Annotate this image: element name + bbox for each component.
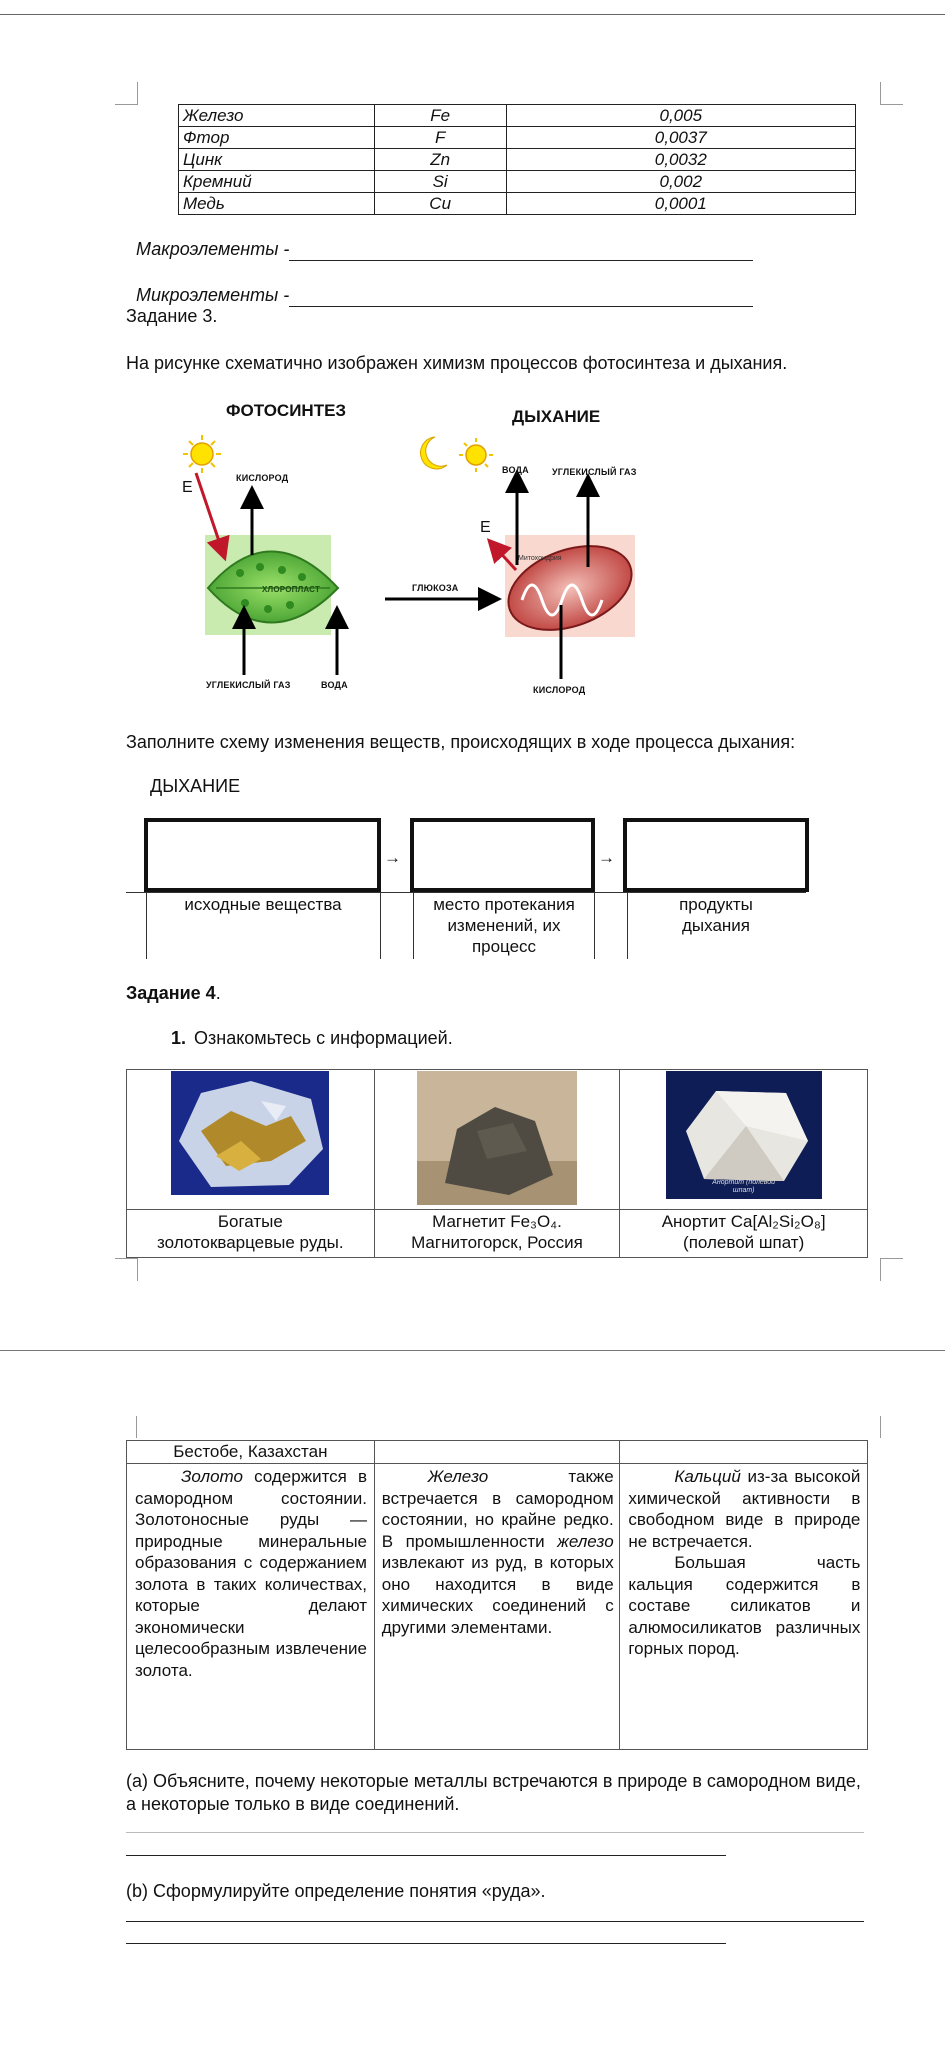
page-top-edge <box>0 14 945 15</box>
macro-label: Макроэлементы - <box>136 239 290 259</box>
element-name: Железо <box>179 105 375 127</box>
scheme-baseline <box>126 892 806 893</box>
sun-icon <box>459 438 493 472</box>
elements-table <box>178 104 856 215</box>
micro-label: Микроэлементы - <box>136 285 290 305</box>
answer-line-a[interactable] <box>126 1832 864 1833</box>
task4-item: 1. Ознакомьтесь с информацией. <box>171 1028 453 1048</box>
micro-answer-blank[interactable] <box>289 288 753 307</box>
oxygen-in-label: КИСЛОРОД <box>533 685 586 695</box>
element-symbol: Si <box>374 171 506 193</box>
mineral-caption-cell: Магнетит Fe₃O₄. Магнитогорск, Россия <box>374 1210 620 1258</box>
mineral-caption-cell: Анортит Ca[Al₂Si₂O₈] (полевой шпат) <box>620 1210 868 1258</box>
photosynthesis-title: ФОТОСИНТЕЗ <box>226 401 347 420</box>
empty-cell <box>374 1441 620 1464</box>
element-name: Кремний <box>179 171 375 193</box>
arrow-icon: → <box>598 848 615 867</box>
table-row <box>179 105 856 127</box>
anorthite-photo-caption: Анортит (полевой шпат) <box>712 1179 776 1194</box>
element-value: 0,0032 <box>506 149 855 171</box>
macro-answer-blank[interactable] <box>289 242 753 261</box>
task3-intro: На рисунке схематично изображен химизм процессов фотосинтеза и дыхания. <box>126 353 788 373</box>
anorthite-image <box>666 1071 822 1199</box>
element-symbol: Cu <box>374 193 506 215</box>
energy-label: E <box>182 479 193 496</box>
caption-products: продукты дыхания <box>679 895 753 935</box>
mineral-photo-cell <box>127 1070 375 1210</box>
moon-icon <box>420 437 447 469</box>
caption-process-location: место протекания изменений, их процесс <box>433 895 575 956</box>
iron-description-cell <box>374 1464 620 1750</box>
glucose-label: ГЛЮКОЗА <box>412 583 459 593</box>
divider <box>627 893 628 959</box>
table-row <box>179 193 856 215</box>
respiration-products-box[interactable] <box>623 818 809 892</box>
minerals-table <box>126 1069 868 1258</box>
element-symbol: F <box>374 127 506 149</box>
calcium-description-cell <box>620 1464 868 1750</box>
respiration-title: ДЫХАНИЕ <box>512 407 601 426</box>
table-row <box>179 149 856 171</box>
micro-line <box>136 284 753 307</box>
question-a: (a) Объясните, почему некоторые металлы встречаются в природе в самородном виде, а некоторые только в виде соединений. <box>126 1771 861 1814</box>
chloroplast-label: ХЛОРОПЛАСТ <box>262 585 321 594</box>
element-name: Медь <box>179 193 375 215</box>
empty-cell <box>620 1441 868 1464</box>
table-row <box>127 1070 868 1210</box>
caption-input-substances: исходные вещества <box>184 895 342 914</box>
table-row <box>127 1464 868 1750</box>
element-name: Фтор <box>179 127 375 149</box>
margin-corner <box>880 1416 881 1438</box>
mineral-caption-cell: Богатые золотокварцевые руды. <box>127 1210 375 1258</box>
table-row <box>179 171 856 193</box>
mineral-photo-cell <box>620 1070 868 1210</box>
margin-corner <box>880 82 903 105</box>
divider <box>594 893 595 959</box>
arrow-icon: → <box>384 848 401 867</box>
divider <box>413 893 414 959</box>
location-cell: Бестобе, Казахстан <box>127 1441 375 1464</box>
element-name: Цинк <box>179 149 375 171</box>
gold-description-cell <box>127 1464 375 1750</box>
table-row <box>127 1210 868 1258</box>
iron-description: Железо также встречается в самородном состоянии, но крайне редко. В промышленности железо извлекают из руд, в которых оно находится в виде химических соединений с другими элементами. <box>381 1467 614 1637</box>
table-row <box>179 127 856 149</box>
element-value: 0,005 <box>506 105 855 127</box>
margin-corner <box>880 1258 903 1281</box>
co2-in-label: УГЛЕКИСЛЫЙ ГАЗ <box>206 680 291 690</box>
divider <box>380 893 381 959</box>
task4-heading: Задание 4. <box>126 983 221 1003</box>
task3-heading: Задание 3. <box>126 306 218 326</box>
process-location-box[interactable] <box>410 818 595 892</box>
answer-line-a[interactable] <box>126 1855 726 1856</box>
margin-corner <box>136 1416 137 1438</box>
magnetite-image <box>417 1071 577 1205</box>
co2-out-label: УГЛЕКИСЛЫЙ ГАЗ <box>552 467 637 477</box>
water-in-label: ВОДА <box>321 680 348 690</box>
fill-instruction: Заполните схему изменения веществ, происходящих в ходе процесса дыхания: <box>126 732 796 752</box>
element-value: 0,0001 <box>506 193 855 215</box>
oxygen-out-label: КИСЛОРОД <box>236 473 289 483</box>
element-symbol: Fe <box>374 105 506 127</box>
sun-icon <box>183 435 221 473</box>
mitochondria-label: Митохондрия <box>518 555 562 562</box>
mineral-photo-cell <box>374 1070 620 1210</box>
gold-description: Золото содержится в самородном состоянии. Золотоносные руды — природные минеральные образования с содержанием золота в таких количествах, которые делают экономически целесообразным извлечение золота. <box>135 1467 367 1680</box>
element-value: 0,002 <box>506 171 855 193</box>
element-value: 0,0037 <box>506 127 855 149</box>
energy-label: E <box>480 519 491 536</box>
mitochondria-icon <box>497 530 643 645</box>
margin-corner <box>115 1258 138 1281</box>
divider <box>146 893 147 959</box>
diagram-graphics <box>160 395 660 705</box>
answer-line-b[interactable] <box>126 1943 726 1944</box>
table-row <box>127 1441 868 1464</box>
calcium-description: Кальций из-за высокой химической активности в свободном виде в природе не встречается. Большая часть кальция содержится в составе силикатов и алюмосиликатов различных горных пород. <box>628 1467 861 1658</box>
question-b: (b) Сформулируйте определение понятия «руда». <box>126 1881 546 1901</box>
minerals-description-table <box>126 1440 868 1750</box>
margin-corner <box>115 82 138 105</box>
water-out-label: ВОДА <box>502 465 529 475</box>
input-substances-box[interactable] <box>144 818 381 892</box>
macro-line <box>136 238 753 261</box>
gold-quartz-ore-image <box>171 1071 329 1195</box>
photosynthesis-respiration-diagram <box>160 395 660 705</box>
page-break <box>0 1350 945 1351</box>
answer-line-b[interactable] <box>126 1921 864 1922</box>
element-symbol: Zn <box>374 149 506 171</box>
scheme-title: ДЫХАНИЕ <box>150 776 241 796</box>
